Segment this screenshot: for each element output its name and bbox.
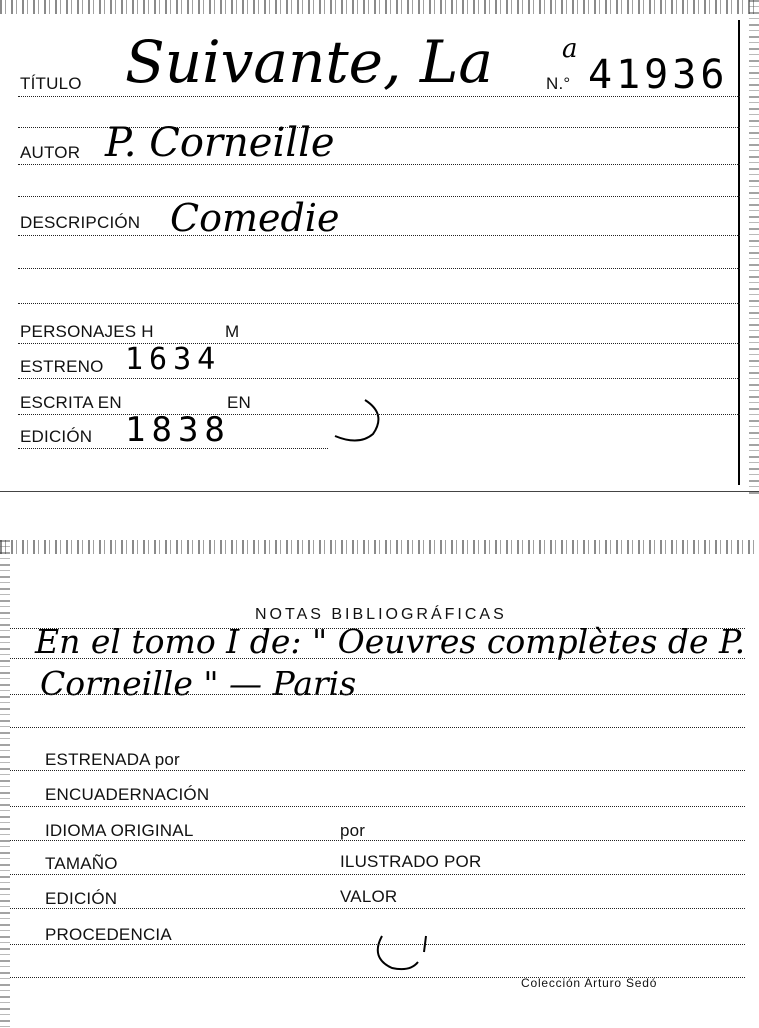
edicion-value: 1838 [125,410,231,450]
escrita-label: ESCRITA EN [20,393,122,412]
card-top-edge [0,540,759,554]
rule [10,694,745,695]
card-right-border [738,20,740,485]
edicion-label: EDICIÓN [20,427,93,446]
rule [18,196,740,197]
edicion-back-label: EDICIÓN [45,889,118,908]
titulo-value: Suivante, La [125,28,493,96]
numero-superscript: a [562,34,578,64]
rule [18,268,740,269]
rule [18,303,740,304]
rule [10,840,745,841]
rule [10,806,745,807]
notas-line-2: Corneille " — Paris [40,664,357,703]
procedencia-label: PROCEDENCIA [45,925,172,944]
personajes-label: PERSONAJES H [20,322,154,341]
rule [10,770,745,771]
catalog-card-back [0,540,759,1028]
autor-label: AUTOR [20,143,81,162]
punch-hole-mark [368,928,438,973]
rule [18,448,328,449]
notas-line-1: En el tomo I de: " Oeuvres complètes de P. [35,622,746,661]
rule [18,378,740,379]
notas-heading: NOTAS BIBLIOGRÁFICAS [255,606,507,623]
tamano-label: TAMAÑO [45,854,118,873]
estreno-value: 1634 [125,342,222,377]
numero-label: N.° [546,74,571,93]
rule [10,727,745,728]
encuadernacion-label: ENCUADERNACIÓN [45,785,210,804]
rule [18,164,740,165]
descripcion-value: Comedie [170,196,340,240]
punch-hole-mark [325,392,390,447]
rule [10,908,745,909]
idioma-label: IDIOMA ORIGINAL [45,821,194,840]
estreno-label: ESTRENO [20,357,104,376]
coleccion-credit: Colección Arturo Sedó [521,976,658,990]
descripcion-label: DESCRIPCIÓN [20,213,141,232]
card-top-edge [0,0,759,14]
en-label: EN [227,393,252,412]
numero-value: 41936 [588,52,729,98]
ilustrado-label: ILUSTRADO POR [340,852,482,871]
rule [10,658,745,659]
rule [18,96,740,97]
rule [18,235,740,236]
estrenada-label: ESTRENADA por [45,750,180,769]
personajes-m-label: M [225,322,240,341]
card-right-edge [749,0,759,495]
catalog-card-front [0,0,759,495]
por-label: por [340,821,366,840]
autor-value: P. Corneille [105,120,335,166]
valor-label: VALOR [340,887,398,906]
rule [10,874,745,875]
card-left-edge [0,540,10,1028]
card-bottom-border [0,491,759,492]
titulo-label: TÍTULO [20,74,82,93]
